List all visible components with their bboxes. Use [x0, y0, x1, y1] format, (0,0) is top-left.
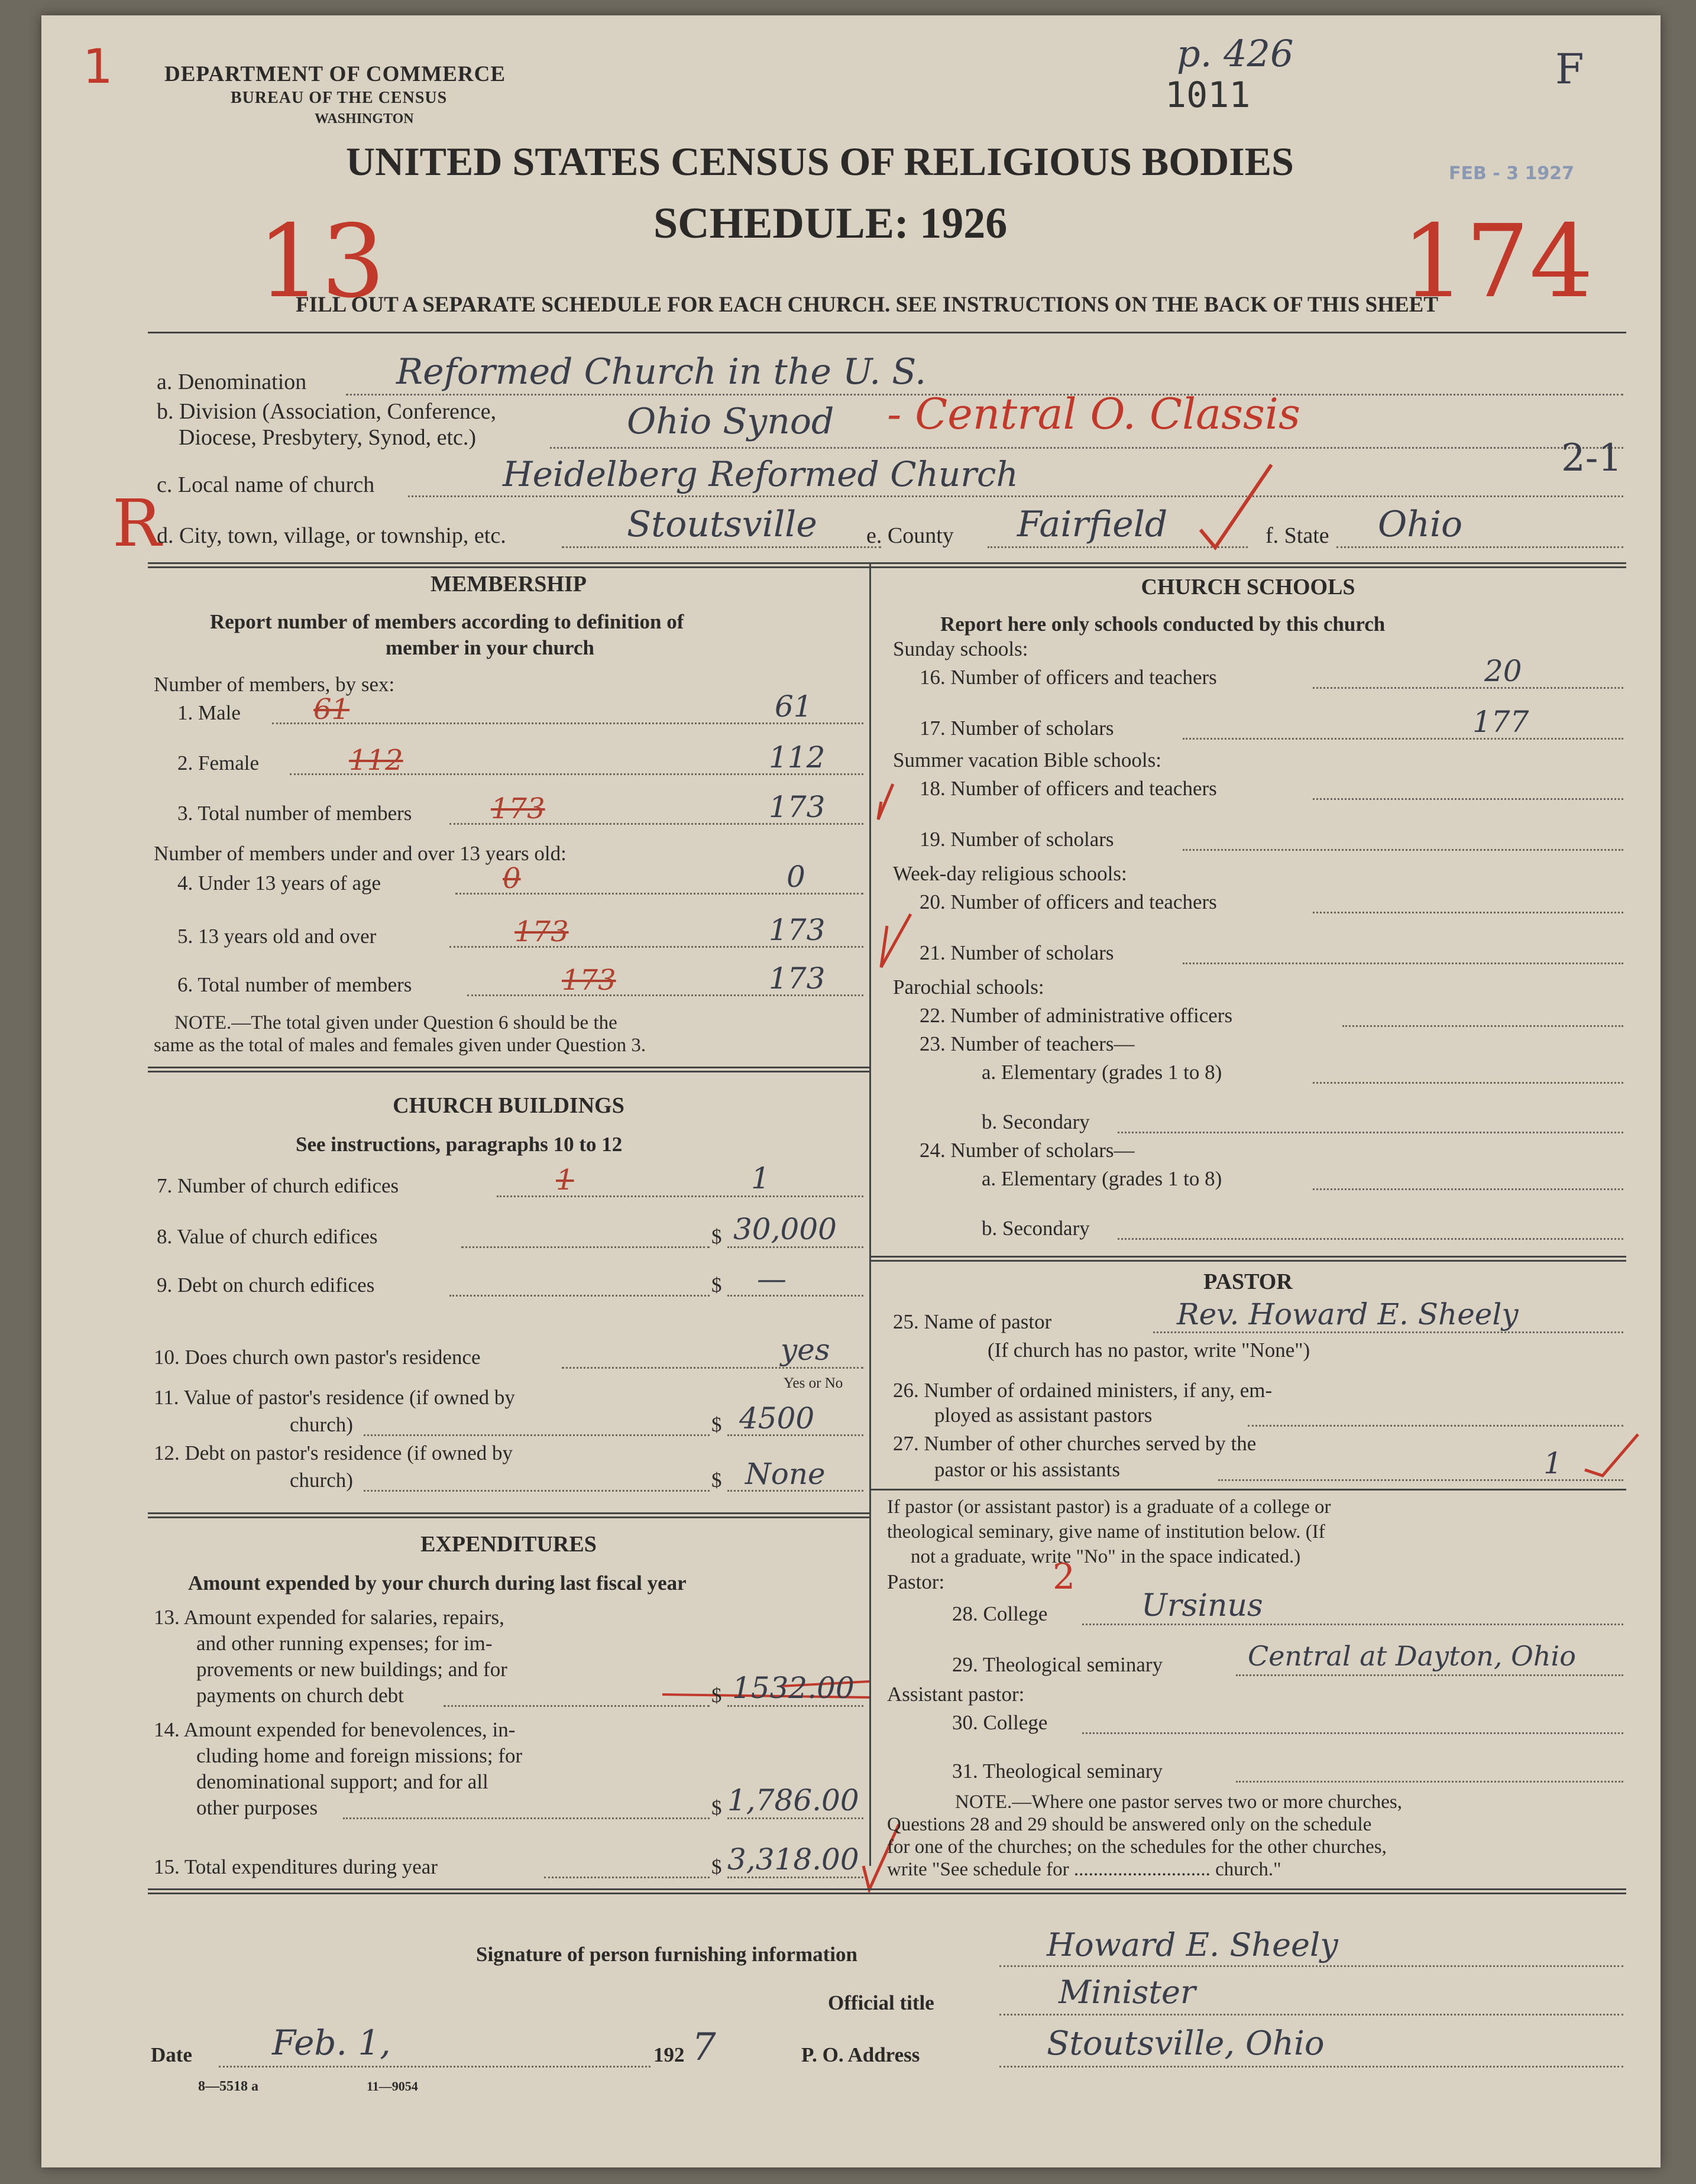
q25-value: Rev. Howard E. Sheely — [1177, 1297, 1519, 1331]
q4-value: 0 — [786, 860, 805, 894]
division-code: 2-1 — [1561, 436, 1623, 480]
q28-label: 28. College — [952, 1602, 1048, 1625]
state-label: f. State — [1265, 523, 1329, 548]
q3-struck: 173 — [491, 792, 545, 825]
q14-value: 1,786.00 — [727, 1783, 859, 1817]
bureau-city: WASHINGTON — [315, 111, 414, 127]
q2-struck: 112 — [349, 744, 403, 777]
stamp-number: 1011 — [1165, 74, 1251, 116]
q18-label: 18. Number of officers and teachers — [920, 777, 1217, 800]
census-schedule-sheet — [41, 15, 1661, 2167]
instruction-line: FILL OUT A SEPARATE SCHEDULE FOR EACH CHURCH. SEE INSTRUCTIONS ON THE BACK OF THIS SHEET — [296, 293, 1439, 317]
page-number: p. 426 — [1177, 32, 1294, 75]
q27-value: 1 — [1543, 1446, 1562, 1480]
pastor-note-1: NOTE.—Where one pastor serves two or more churches, — [955, 1791, 1402, 1813]
q17-label: 17. Number of scholars — [920, 717, 1114, 740]
summer-schools: Summer vacation Bible schools: — [893, 748, 1161, 772]
q6-struck: 173 — [562, 964, 616, 997]
q13-line-2: and other running expenses; for im- — [196, 1632, 493, 1655]
q16-label: 16. Number of officers and teachers — [920, 666, 1217, 689]
q8-dollar: $ — [711, 1225, 722, 1248]
q2-value: 112 — [769, 740, 826, 775]
q7-label: 7. Number of church edifices — [157, 1174, 399, 1197]
q6-value: 173 — [769, 961, 826, 996]
schools-sub: Report here only schools conducted by this church — [940, 613, 1386, 636]
q14-line-2: cluding home and foreign missions; for — [196, 1744, 523, 1767]
q16-value: 20 — [1484, 654, 1522, 688]
q14-line-3: denominational support; and for all — [196, 1770, 488, 1793]
q27-label-1: 27. Number of other churches served by the — [893, 1432, 1257, 1455]
q29-value: Central at Dayton, Ohio — [1248, 1640, 1576, 1672]
q24a-label: a. Elementary (grades 1 to 8) — [982, 1167, 1222, 1190]
date-label: Date — [151, 2043, 192, 2066]
q2-label: 2. Female — [177, 751, 260, 775]
q8-value: 30,000 — [733, 1212, 837, 1246]
q13-line-1: 13. Amount expended for salaries, repairs, — [154, 1606, 504, 1629]
q11-value: 4500 — [739, 1401, 815, 1436]
q4-struck: 0 — [503, 862, 521, 895]
q5-label: 5. 13 years old and over — [177, 925, 377, 948]
expenditures-sub: Amount expended by your church during last fiscal year — [188, 1571, 687, 1595]
q1-struck: 61 — [313, 693, 350, 726]
buildings-heading: CHURCH BUILDINGS — [393, 1093, 624, 1118]
q20-label: 20. Number of officers and teachers — [920, 890, 1217, 913]
q9-dollar: $ — [711, 1274, 722, 1297]
division-label-2: Diocese, Presbytery, Synod, etc.) — [179, 425, 477, 450]
weekday-schools: Week-day religious schools: — [893, 862, 1127, 885]
pastor-note-2: Questions 28 and 29 should be answered only on the schedule — [887, 1814, 1372, 1835]
q7-struck: 1 — [556, 1164, 574, 1197]
q12-label-2: church) — [290, 1469, 353, 1492]
q24-label: 24. Number of scholars— — [920, 1139, 1135, 1162]
q1-value: 61 — [775, 689, 813, 724]
q12-label-1: 12. Debt on pastor's residence (if owned by — [154, 1441, 513, 1464]
local-name-label: c. Local name of church — [157, 472, 375, 497]
denomination-value: Reformed Church in the U. S. — [396, 351, 927, 393]
pastor-subheading: Pastor: — [887, 1570, 945, 1593]
expenditures-heading: EXPENDITURES — [420, 1532, 597, 1557]
schedule-year: SCHEDULE: 1926 — [653, 199, 1008, 248]
graduate-instruction-2: theological seminary, give name of institution below. (If — [887, 1521, 1325, 1543]
q17-value: 177 — [1472, 705, 1529, 739]
q3-label: 3. Total number of members — [177, 802, 412, 825]
members-by-sex: Number of members, by sex: — [154, 673, 395, 696]
q10-value: yes — [781, 1333, 830, 1367]
q23b-label: b. Secondary — [982, 1110, 1090, 1133]
q4-label: 4. Under 13 years of age — [177, 871, 381, 895]
county-value: Fairfield — [1017, 504, 1168, 545]
received-date-stamp: FEB - 3 1927 — [1449, 163, 1575, 184]
q30-label: 30. College — [952, 1711, 1048, 1734]
q13-dollar: $ — [711, 1684, 722, 1707]
graduate-instruction-1: If pastor (or assistant pastor) is a graduate of a college or — [887, 1496, 1331, 1518]
q1-label: 1. Male — [177, 701, 241, 724]
q13-value: 1532.00 — [732, 1671, 855, 1705]
q12-value: None — [745, 1457, 826, 1491]
pastor-note-4: write "See schedule for ............................ church." — [887, 1859, 1281, 1880]
membership-note-1: NOTE.—The total given under Question 6 should be the — [174, 1012, 617, 1033]
q11-dollar: $ — [711, 1413, 722, 1436]
q15-dollar: $ — [711, 1855, 722, 1878]
q6-label: 6. Total number of members — [177, 973, 412, 996]
q11-label-2: church) — [290, 1413, 353, 1436]
red-mark-r: R — [112, 485, 161, 561]
q15-value: 3,318.00 — [727, 1842, 859, 1877]
bureau-name: BUREAU OF THE CENSUS — [231, 89, 448, 107]
q25-label: 25. Name of pastor — [893, 1310, 1052, 1333]
q23-label: 23. Number of teachers— — [920, 1032, 1135, 1055]
q14-dollar: $ — [711, 1796, 722, 1819]
form-number: 8—5518 a — [198, 2079, 258, 2094]
q13-line-3: provements or new buildings; and for — [196, 1658, 507, 1681]
q26-label-1: 26. Number of ordained ministers, if any, em- — [893, 1379, 1273, 1402]
red-mark-1: 1 — [83, 39, 113, 94]
po-address-label: P. O. Address — [801, 2043, 920, 2066]
q29-label: 29. Theological seminary — [952, 1653, 1163, 1676]
buildings-sub: See instructions, paragraphs 10 to 12 — [296, 1133, 623, 1156]
q27-label-2: pastor or his assistants — [934, 1458, 1121, 1481]
official-title-label: Official title — [828, 1991, 934, 2014]
q7-value: 1 — [751, 1161, 770, 1195]
official-title-value: Minister — [1059, 1974, 1196, 2011]
schools-heading: CHURCH SCHOOLS — [1141, 575, 1355, 600]
assistant-subheading: Assistant pastor: — [887, 1683, 1025, 1706]
q9-value: — — [757, 1262, 786, 1296]
membership-sub-1: Report number of members according to definition of — [210, 610, 684, 633]
division-red-annotation: - Central O. Classis — [887, 389, 1300, 439]
q8-label: 8. Value of church edifices — [157, 1225, 378, 1248]
form-title: UNITED STATES CENSUS OF RELIGIOUS BODIES — [346, 139, 1294, 184]
membership-note-2: same as the total of males and females given under Question 3. — [154, 1035, 646, 1056]
red-mark-2: 2 — [1053, 1556, 1076, 1598]
q10-hint: Yes or No — [784, 1375, 843, 1391]
q9-label: 9. Debt on church edifices — [157, 1274, 375, 1297]
year-suffix: 7 — [692, 2026, 716, 2069]
membership-sub-2: member in your church — [386, 636, 594, 659]
division-value: Ohio Synod — [627, 401, 834, 442]
q25-hint: (If church has no pastor, write "None") — [988, 1339, 1310, 1362]
members-by-age: Number of members under and over 13 years old: — [154, 842, 567, 865]
graduate-instruction-3: not a graduate, write "No" in the space indicated.) — [911, 1546, 1301, 1567]
q5-struck: 173 — [514, 915, 569, 948]
mark-f: F — [1555, 45, 1584, 93]
q24b-label: b. Secondary — [982, 1217, 1090, 1240]
city-label: d. City, town, village, or township, etc. — [157, 523, 506, 548]
q13-line-4: payments on church debt — [196, 1684, 404, 1707]
signature-value: Howard E. Sheely — [1047, 1926, 1338, 1963]
q14-line-4: other purposes — [196, 1796, 318, 1819]
pastor-note-3: for one of the churches; on the schedules for the other churches, — [887, 1836, 1387, 1858]
q12-dollar: $ — [711, 1469, 722, 1492]
red-number-13: 13 — [257, 203, 386, 320]
q26-label-2: ployed as assistant pastors — [934, 1404, 1153, 1427]
q11-label-1: 11. Value of pastor's residence (if owned by — [154, 1386, 515, 1409]
dept-name: DEPARTMENT OF COMMERCE — [164, 62, 506, 86]
local-name-value: Heidelberg Reformed Church — [503, 454, 1018, 494]
division-label-1: b. Division (Association, Conference, — [157, 399, 497, 424]
q15-label: 15. Total expenditures during year — [154, 1855, 438, 1878]
parochial-schools: Parochial schools: — [893, 976, 1044, 999]
date-value: Feb. 1, — [272, 2023, 391, 2063]
q21-label: 21. Number of scholars — [920, 941, 1114, 964]
city-value: Stoutsville — [627, 504, 817, 545]
state-value: Ohio — [1378, 504, 1463, 545]
q31-label: 31. Theological seminary — [952, 1759, 1163, 1783]
po-address-value: Stoutsville, Ohio — [1047, 2024, 1325, 2063]
q23a-label: a. Elementary (grades 1 to 8) — [982, 1061, 1222, 1084]
county-label: e. County — [866, 523, 954, 548]
sunday-schools: Sunday schools: — [893, 637, 1028, 660]
q10-label: 10. Does church own pastor's residence — [154, 1346, 481, 1369]
q19-label: 19. Number of scholars — [920, 828, 1114, 851]
denomination-label: a. Denomination — [157, 370, 307, 394]
year-prefix: 192 — [653, 2043, 685, 2066]
signature-label: Signature of person furnishing information — [476, 1943, 857, 1966]
q3-value: 173 — [769, 790, 826, 824]
q14-line-1: 14. Amount expended for benevolences, in- — [154, 1718, 516, 1741]
q5-value: 173 — [769, 913, 826, 947]
red-number-174: 174 — [1402, 203, 1594, 320]
pastor-heading: PASTOR — [1203, 1269, 1293, 1294]
q22-label: 22. Number of administrative officers — [920, 1004, 1233, 1027]
q28-value: Ursinus — [1141, 1588, 1263, 1624]
membership-heading: MEMBERSHIP — [431, 572, 587, 597]
print-number: 11—9054 — [367, 2079, 418, 2094]
